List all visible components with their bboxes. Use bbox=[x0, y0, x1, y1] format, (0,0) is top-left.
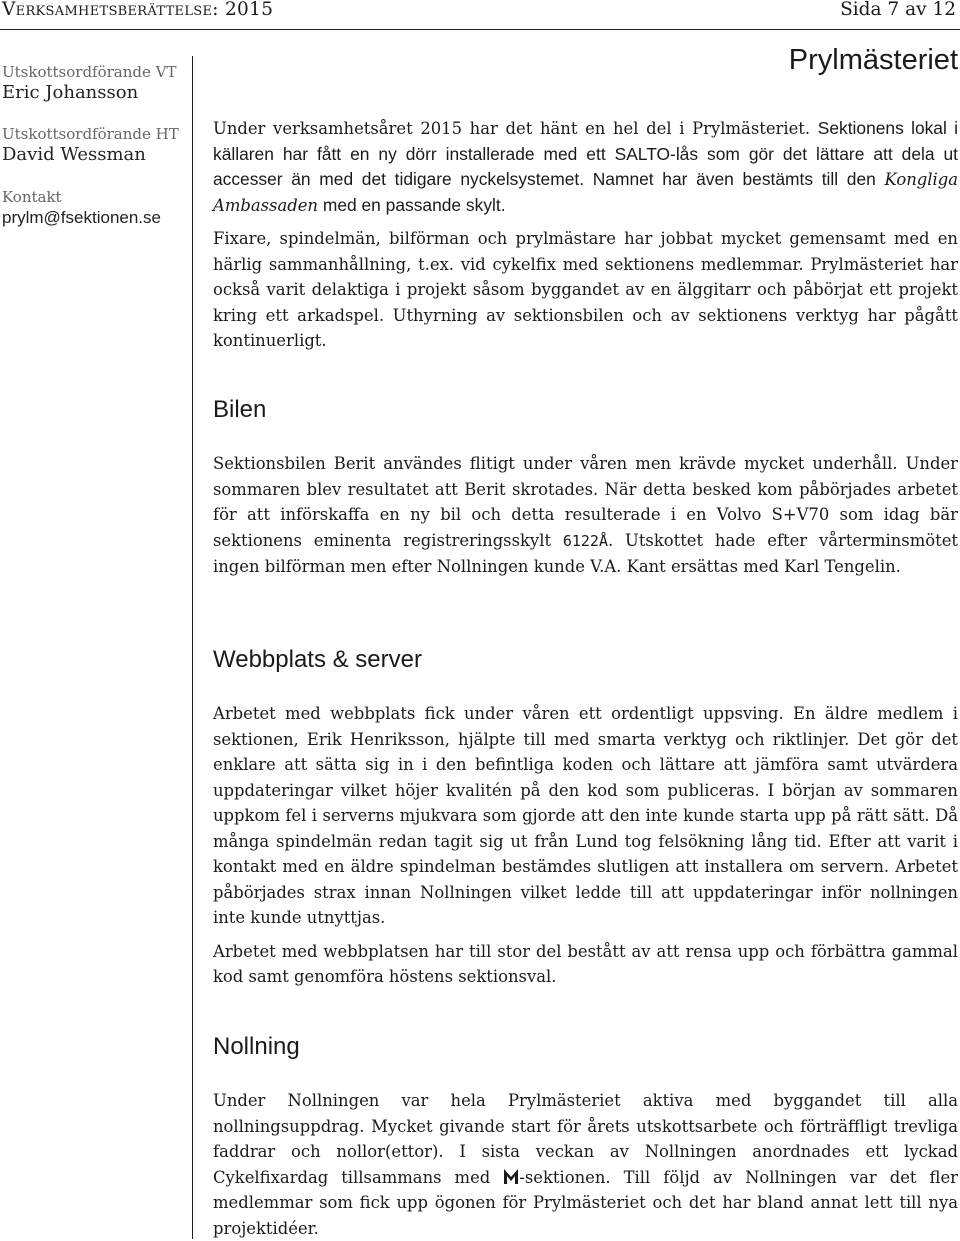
webb-section bbox=[213, 701, 958, 990]
page-number: Sida 7 av 12 bbox=[840, 0, 956, 20]
report-title: Verksamhetsberättelse: 2015 bbox=[2, 0, 274, 20]
section-title-bilen: Bilen bbox=[213, 396, 267, 423]
bilen-section bbox=[213, 451, 958, 580]
nollning-section bbox=[213, 1088, 958, 1241]
contact-email[interactable]: prylm@fsektionen.se bbox=[2, 208, 161, 227]
webb-paragraph-2: Arbetet med webbplatsen har till stor del bestått av att rensa upp och förbättra gammal kod samt genomföra höstens sektionsval. bbox=[213, 941, 958, 986]
text-run: med en passande skylt. bbox=[318, 194, 506, 215]
section-title-nollning: Nollning bbox=[213, 1033, 300, 1060]
license-plate: 6122Å bbox=[562, 531, 608, 550]
page-header bbox=[0, 0, 960, 30]
bilen-paragraph bbox=[213, 451, 958, 580]
nollning-paragraph bbox=[213, 1088, 958, 1241]
sidebar-label: Kontakt bbox=[2, 188, 62, 206]
page-title: Prylmästeriet bbox=[788, 44, 958, 76]
header-rule bbox=[0, 29, 960, 30]
text-run: Sektionsbilen Berit användes flitigt under våren men krävde mycket underhåll. Under sommaren blev resultatet att Berit skrotades. När detta besked kom påbörjades arbetet för att införskaffa en ny bil och detta resulterade i en Volvo S+V70 som idag bär sektionens eminenta registreringsskylt bbox=[213, 454, 958, 550]
sam-m-logo-icon bbox=[503, 1167, 519, 1185]
webb-paragraph-1: Arbetet med webbplats fick under våren ett ordentligt uppsving. En äldre medlem i sektionen, Erik Henriksson, hjälpte till med smarta verktyg och riktlinjer. Det gör det enklare att sätta sig in i den befintliga koden och lättare att jämföra samt utvärdera uppdateringar vilket höjer kvalitén på den kod som publiceras. I början av sommaren uppkom fel i serverns mjukvara som gjorde att den inte kunde starta upp på rätt sätt. Då många spindelmän redan tagit sig ut från Lund tog felsökning lång tid. Efter att varit i kontakt med en äldre spindelman bestämdes slutligen att installera om servern. Arbetet påbörjades strax innan Nollningen vilket ledde till att uppdateringar inför nollningen inte kunde utnyttjas. bbox=[213, 704, 958, 927]
sidebar-label: Utskottsordförande VT bbox=[2, 63, 177, 81]
sidebar-label: Utskottsordförande HT bbox=[2, 125, 179, 143]
text-run: Sektionens lokal i källaren har fått en ny dörr installerade med ett SALTO-lås som gör det lättare att dela ut accesser än med det tidigare nyckelsystemet. Namnet har även bestämts till den bbox=[213, 118, 958, 189]
sidebar bbox=[0, 56, 193, 1239]
text-run: Under verksamhetsåret 2015 har det hänt en hel del i Prylmästeriet. bbox=[213, 119, 818, 138]
sidebar-value: David Wessman bbox=[2, 144, 146, 165]
sidebar-chair-vt bbox=[2, 62, 177, 104]
sidebar-value: Eric Johansson bbox=[2, 82, 139, 103]
section-title-webb: Webbplats & server bbox=[213, 646, 422, 673]
intro-paragraph-1 bbox=[213, 116, 958, 218]
text-run: -sektionen. Till följd av Nollningen var det fler medlemmar som fick upp ögonen för Prylmästeriet och det har bland annat lett till nya projektidéer. bbox=[213, 1167, 958, 1238]
embassy-name: Kongliga Ambassaden bbox=[213, 170, 958, 215]
text-run: . Utskottet hade efter vårterminsmötet ingen bilförman men efter Nollningen kunde V.A. Kant ersättas med Karl Tengelin. bbox=[213, 530, 958, 576]
sidebar-contact bbox=[2, 187, 161, 229]
intro-section bbox=[213, 116, 958, 354]
text-run: Under Nollningen var hela Prylmästeriet aktiva med byggandet till alla nollningsuppdrag. Mycket givande start för årets utskottsarbete och förträffligt trevliga faddrar och nollor(ettor). I sista veckan av Nollningen anordnades ett lyckad Cykelfixardag tillsammans med bbox=[213, 1091, 958, 1187]
sidebar-chair-ht bbox=[2, 124, 179, 166]
intro-paragraph-2: Fixare, spindelmän, bilförman och prylmästare har jobbat mycket gemensamt med en härlig sammanhållning, t.ex. vid cykelfix med sektionens medlemmar. Prylmästeriet har också varit delaktiga i projekt såsom byggandet av en älggitarr och påbörjat ett projekt kring ett arkadspel. Uthyrning av sektionsbilen och av sektionens verktyg har pågått kontinuerligt. bbox=[213, 229, 958, 350]
